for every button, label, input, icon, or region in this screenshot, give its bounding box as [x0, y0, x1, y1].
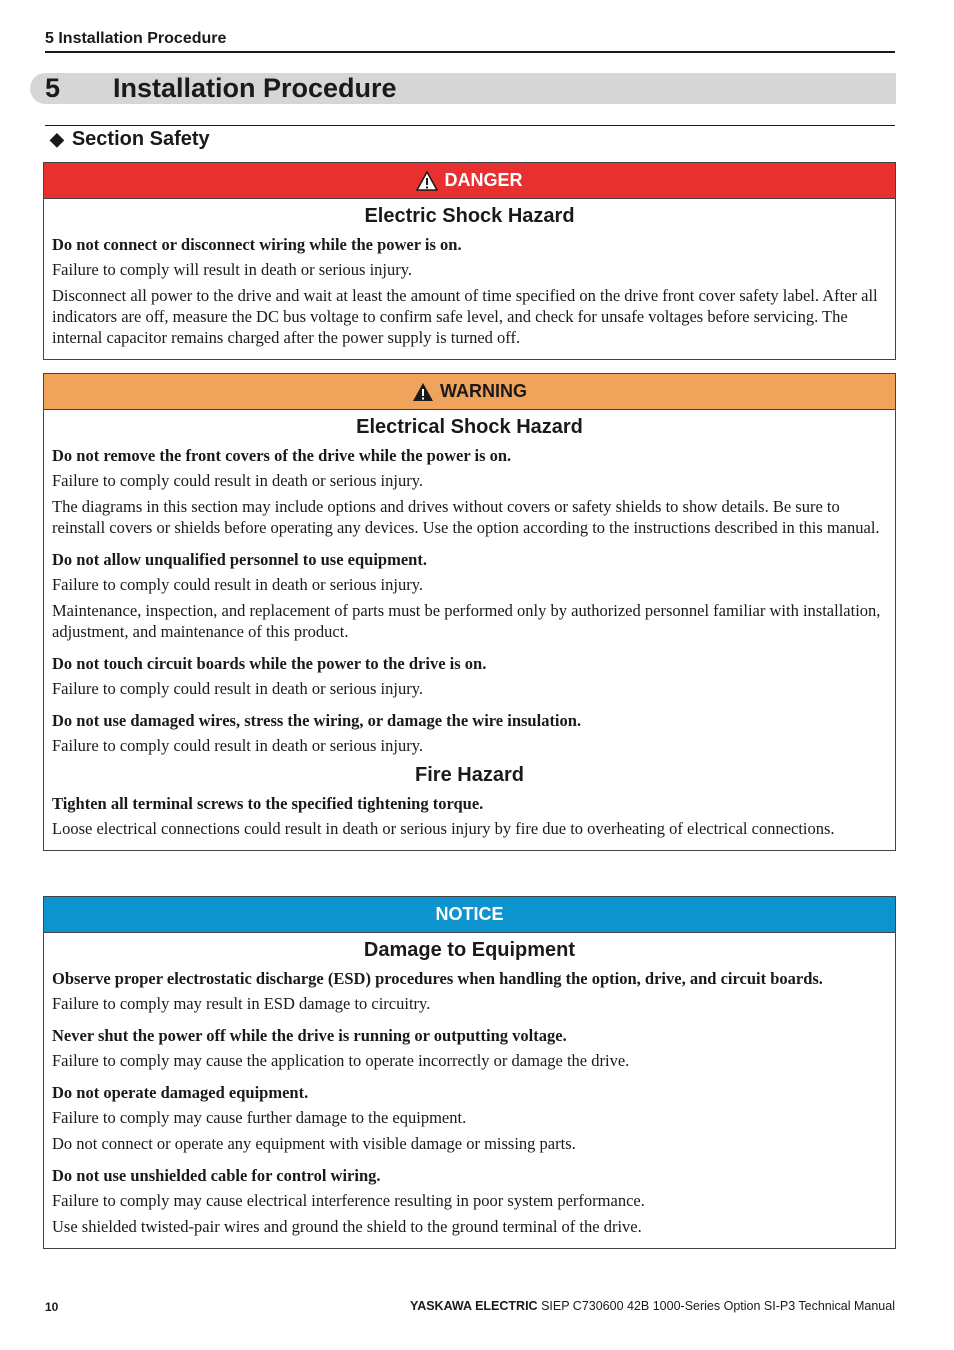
footer-brand: YASKAWA ELECTRIC	[410, 1299, 538, 1313]
section-title: Section Safety	[71, 128, 210, 150]
safety-instruction: Never shut the power off while the drive is running or outputting voltage.	[52, 1026, 567, 1045]
safety-instruction: Do not allow unqualified personnel to use equipment.	[52, 550, 427, 569]
footer-doc-ref: SIEP C730600 42B 1000-Series Option SI-P3 Technical Manual	[541, 1299, 895, 1313]
chapter-number: 5	[45, 73, 61, 103]
chapter-title-bar	[30, 73, 896, 104]
safety-instruction: Tighten all terminal screws to the specified tightening torque.	[52, 794, 484, 813]
safety-consequence: Failure to comply may cause electrical interference resulting in poor system performance.	[52, 1191, 645, 1210]
safety-consequence: Failure to comply may cause further damage to the equipment.	[52, 1108, 467, 1127]
warning-label: WARNING	[440, 381, 527, 401]
running-header: 5 Installation Procedure	[45, 30, 895, 53]
safety-detail: Use shielded twisted-pair wires and ground the shield to the ground terminal of the drive.	[52, 1217, 642, 1236]
safety-instruction: Do not connect or disconnect wiring while the power is on.	[52, 235, 462, 254]
danger-box	[43, 162, 896, 360]
page-number: 10	[45, 1300, 59, 1314]
hazard-title: Damage to Equipment	[363, 939, 576, 961]
safety-consequence: Failure to comply will result in death or serious injury.	[52, 260, 413, 279]
safety-consequence: Failure to comply may cause the application to operate incorrectly or damage the drive.	[52, 1051, 630, 1070]
safety-consequence: Loose electrical connections could result in death or serious injury by fire due to overheating of electrical connections.	[52, 819, 835, 838]
safety-consequence: Failure to comply could result in death or serious injury.	[52, 471, 424, 490]
safety-consequence: Failure to comply could result in death or serious injury.	[52, 736, 424, 755]
warning-header	[44, 374, 895, 410]
hazard-title: Electrical Shock Hazard	[356, 416, 583, 438]
warning-box	[43, 373, 896, 851]
safety-detail: The diagrams in this section may include options and drives without covers or safety shields to show details. Be sure to reinstall covers or shields before operating any devices. Use the option according to the instructions described in this manual.	[52, 497, 880, 537]
danger-header	[44, 163, 895, 199]
safety-instruction: Do not touch circuit boards while the power to the drive is on.	[52, 654, 487, 673]
safety-detail: Do not connect or operate any equipment with visible damage or missing parts.	[52, 1134, 576, 1153]
safety-detail: Disconnect all power to the drive and wait at least the amount of time specified on the drive front cover safety label. After all indicators are off, measure the DC bus voltage to confirm safe level, and check for unsafe voltages before servicing. The internal capacitor remains charged after the power supply is turned off.	[52, 286, 878, 347]
safety-instruction: Do not use unshielded cable for control wiring.	[52, 1166, 381, 1185]
hazard-title: Electric Shock Hazard	[364, 205, 575, 227]
safety-instruction: Do not operate damaged equipment.	[52, 1083, 309, 1102]
safety-consequence: Failure to comply could result in death or serious injury.	[52, 679, 424, 698]
notice-label: NOTICE	[435, 904, 504, 924]
notice-header	[44, 897, 895, 933]
danger-label: DANGER	[444, 170, 523, 190]
safety-consequence: Failure to comply may result in ESD damage to circuitry.	[52, 994, 431, 1013]
warning-triangle-icon	[412, 382, 434, 402]
safety-instruction: Do not remove the front covers of the drive while the power is on.	[52, 446, 512, 465]
hazard-title: Fire Hazard	[415, 764, 524, 786]
warning-triangle-icon	[416, 171, 438, 191]
safety-detail: Maintenance, inspection, and replacement of parts must be performed only by authorized personnel familiar with installation, adjustment, and maintenance of this product.	[52, 601, 881, 641]
footer-document-reference	[410, 1299, 895, 1313]
safety-instruction: Do not use damaged wires, stress the wiring, or damage the wire insulation.	[52, 711, 582, 730]
notice-box	[43, 896, 896, 1249]
section-heading	[50, 128, 210, 151]
safety-instruction: Observe proper electrostatic discharge (ESD) procedures when handling the option, drive, and circuit boards.	[52, 969, 823, 988]
section-divider	[45, 125, 895, 126]
diamond-bullet-icon: ◆	[50, 129, 64, 149]
safety-consequence: Failure to comply could result in death or serious injury.	[52, 575, 424, 594]
chapter-title: Installation Procedure	[113, 73, 397, 103]
